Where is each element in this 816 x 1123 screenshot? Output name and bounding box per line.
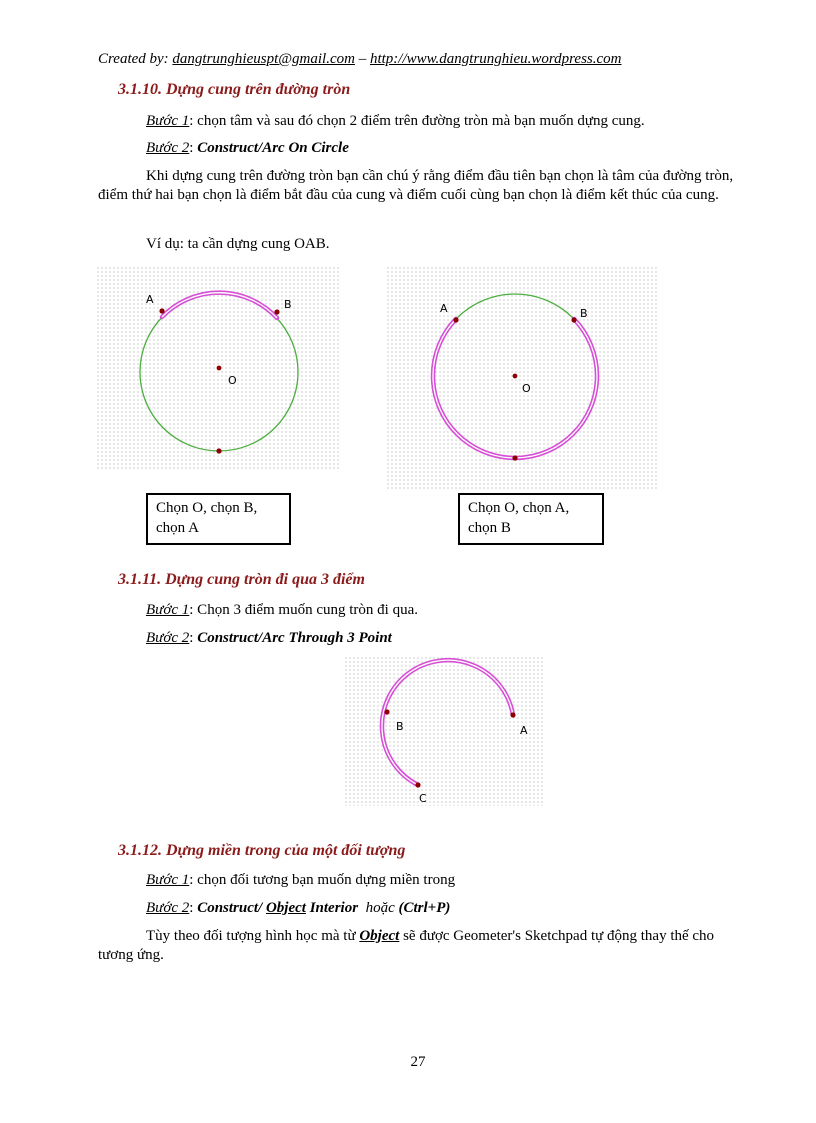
s1-step2-label: Bước 2 bbox=[146, 140, 190, 156]
s3-step1 bbox=[146, 871, 455, 890]
label-b: B bbox=[396, 720, 404, 733]
caption-box-1: Chọn O, chọn B, chọn A bbox=[146, 493, 291, 545]
s3-step2-or: hoặc bbox=[358, 900, 399, 916]
figure-arc-oba bbox=[96, 266, 340, 471]
label-b: B bbox=[580, 307, 588, 320]
s3-step1-label: Bước 1 bbox=[146, 872, 190, 888]
header-url-link[interactable]: http://www.dangtrunghieu.wordpress.com bbox=[369, 51, 622, 67]
label-a: A bbox=[146, 293, 154, 306]
point-b bbox=[384, 709, 389, 714]
point-bottom bbox=[512, 455, 517, 460]
s1-step2: Bước 2: Construct/Arc On Circle bbox=[146, 140, 349, 156]
caption-box-2: Chọn O, chọn A, chọn B bbox=[458, 493, 604, 545]
figure-arc-oab bbox=[386, 266, 659, 491]
s3-step2-label: Bước 2 bbox=[146, 900, 190, 916]
s3-step2: Bước 2: Construct/ Object Interior hoặc (Ctrl+P) bbox=[146, 900, 451, 916]
point-b bbox=[571, 317, 576, 322]
s3-paragraph-object: Object bbox=[359, 928, 400, 944]
s3-paragraph: Tùy theo đối tượng hình học mà từ Object sẽ được Geometer's Sketchpad tự động thay thế cho tương ứng. bbox=[98, 928, 715, 963]
label-o: O bbox=[522, 382, 531, 395]
header-prefix: Created by: bbox=[98, 51, 173, 67]
section-heading-3-1-12: 3.1.12. Dựng miền trong của một đối tượng bbox=[118, 842, 406, 859]
point-c bbox=[415, 782, 420, 787]
header-email-link[interactable]: dangtrunghieuspt@gmail.com bbox=[172, 51, 355, 67]
s3-step2-command: Construct/ bbox=[197, 900, 266, 916]
s2-step2-label: Bước 2 bbox=[146, 630, 190, 646]
s1-example: Ví dụ: ta cần dựng cung OAB. bbox=[146, 236, 330, 252]
s3-step2-shortcut: (Ctrl+P) bbox=[398, 900, 451, 916]
point-a bbox=[510, 712, 515, 717]
section-heading-3-1-11: 3.1.11. Dựng cung tròn đi qua 3 điểm bbox=[118, 571, 365, 588]
s1-step1 bbox=[146, 112, 645, 131]
figure-arc-oba-drawing bbox=[96, 266, 340, 471]
label-a: A bbox=[440, 302, 448, 315]
point-b bbox=[274, 309, 279, 314]
s2-step1 bbox=[146, 601, 418, 620]
point-o bbox=[513, 374, 518, 379]
page-number: 27 bbox=[410, 1054, 426, 1070]
figure-arc-3-points-drawing bbox=[344, 656, 544, 806]
s1-paragraph: Khi dựng cung trên đường tròn bạn cần chú ý rằng điểm đầu tiên bạn chọn là tâm của đường tròn, điểm thứ hai bạn chọn là điểm bắt đầu của cung và điểm cuối cùng bạn chọn là điểm kết thúc của cung. bbox=[98, 168, 734, 203]
s2-step1-label: Bước 1 bbox=[146, 602, 190, 618]
label-c: C bbox=[419, 792, 427, 805]
s1-step1-label: Bước 1 bbox=[146, 113, 190, 129]
point-bottom bbox=[216, 448, 221, 453]
point-o bbox=[217, 366, 222, 371]
s1-step2-command: Construct/Arc On Circle bbox=[197, 140, 349, 156]
section-heading-3-1-10: 3.1.10. Dựng cung trên đường tròn bbox=[118, 81, 351, 98]
page-header bbox=[98, 51, 622, 68]
label-b: B bbox=[284, 298, 292, 311]
label-o: O bbox=[228, 374, 237, 387]
label-a: A bbox=[520, 724, 528, 737]
point-a bbox=[159, 308, 164, 313]
figure-arc-oab-drawing bbox=[386, 266, 659, 491]
s3-step2-object: Object bbox=[265, 900, 306, 916]
s1-step1-text: : chọn tâm và sau đó chọn 2 điểm trên đường tròn mà bạn muốn dựng cung. bbox=[189, 113, 645, 129]
header-dash: – bbox=[354, 51, 370, 67]
s3-step1-text: : chọn đối tương bạn muốn dựng miền trong bbox=[189, 872, 456, 888]
s2-step2: Bước 2: Construct/Arc Through 3 Point bbox=[146, 630, 392, 646]
point-a bbox=[453, 317, 458, 322]
figure-arc-3-points bbox=[344, 656, 544, 806]
arc-ab bbox=[433, 319, 597, 458]
s2-step1-text: : Chọn 3 điểm muốn cung tròn đi qua. bbox=[189, 602, 418, 618]
s2-step2-command: Construct/Arc Through 3 Point bbox=[197, 630, 392, 646]
arc-ba bbox=[162, 293, 277, 318]
